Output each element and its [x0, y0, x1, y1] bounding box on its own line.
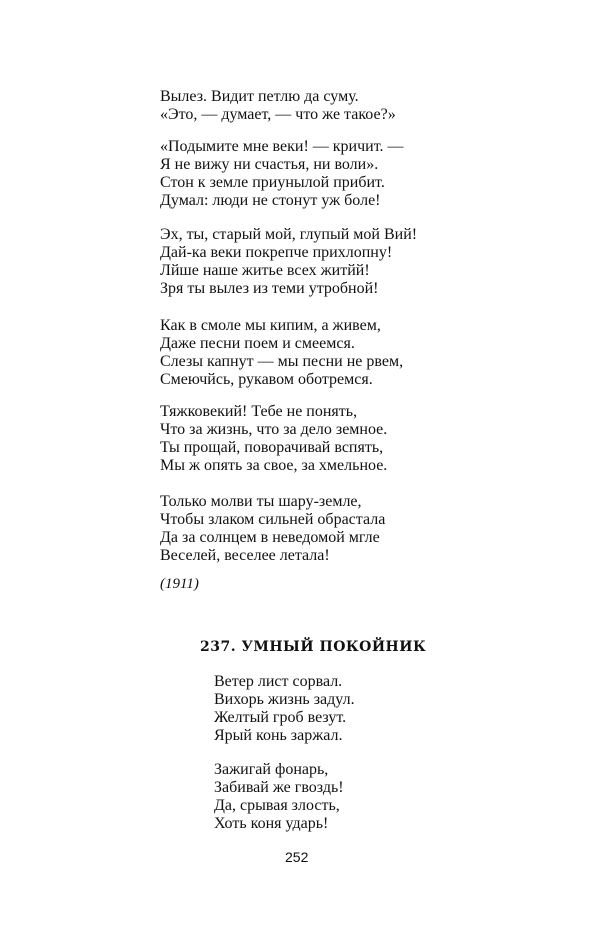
verse-line: Дай-ка веки покрепче прихлопну! [160, 244, 393, 261]
poem-date: (1911) [160, 576, 199, 592]
verse-line: Веселей, веселее летала! [160, 547, 330, 564]
stanza [160, 317, 403, 389]
verse-line: Желтый гроб везут. [214, 709, 347, 726]
page-number: 252 [285, 849, 309, 865]
verse-line: Зря ты вылез из теми утробной! [160, 280, 379, 297]
poem-title: 237. УМНЫЙ ПОКОЙНИК [200, 639, 427, 655]
verse-line: Мы ж опять за свое, за хмельное. [160, 457, 388, 474]
verse-line: Слезы капнут — мы песни не рвем, [160, 353, 404, 370]
verse-line: Эх, ты, старый мой, глупый мой Вий! [160, 226, 418, 243]
verse-line: Думал: люди не стонут уж боле! [160, 192, 381, 209]
verse-line: Зажигай фонарь, [214, 761, 329, 778]
verse-line: Лйше наше житье всех житйй! [160, 262, 370, 279]
verse-line: Ты прощай, поворачивай вспять, [160, 439, 384, 456]
verse-line: Ярый конь заржал. [214, 727, 343, 744]
verse-line: Даже песни поем и смеемся. [160, 335, 355, 352]
verse-line: Что за жизнь, что за дело земное. [160, 421, 388, 438]
stanza [160, 493, 385, 565]
verse-line: Только молви ты шару-земле, [160, 493, 362, 510]
verse-line: «Подымите мне веки! — кричит. — [160, 138, 404, 155]
verse-line: Я не вижу ни счастья, ни воли». [160, 156, 379, 173]
verse-line: Чтобы злаком сильней обрастала [160, 511, 386, 528]
verse-line: Смеючйсь, рукавом оботремся. [160, 371, 373, 388]
verse-line: Забивай же гвоздь! [214, 779, 344, 796]
verse-line: Вихорь жизнь задул. [214, 691, 355, 708]
verse-line: Да, срывая злость, [214, 797, 340, 814]
stanza [160, 226, 417, 298]
verse-line: «Это, — думает, — что же такое?» [160, 106, 396, 123]
stanza [160, 403, 387, 475]
stanza [214, 761, 344, 833]
verse-line: Хоть коня ударь! [214, 815, 329, 832]
verse-line: Да за солнцем в неведомой мгле [160, 529, 380, 546]
verse-line: Вылез. Видит петлю да суму. [160, 88, 359, 105]
stanza [160, 138, 404, 210]
verse-line: Тяжковекий! Тебе не понять, [160, 403, 358, 420]
verse-line: Как в смоле мы кипим, а живем, [160, 317, 381, 334]
verse-line: Ветер лист сорвал. [214, 673, 343, 690]
verse-line: Стон к земле приунылой прибит. [160, 174, 385, 191]
stanza [214, 673, 355, 745]
stanza [160, 88, 396, 124]
